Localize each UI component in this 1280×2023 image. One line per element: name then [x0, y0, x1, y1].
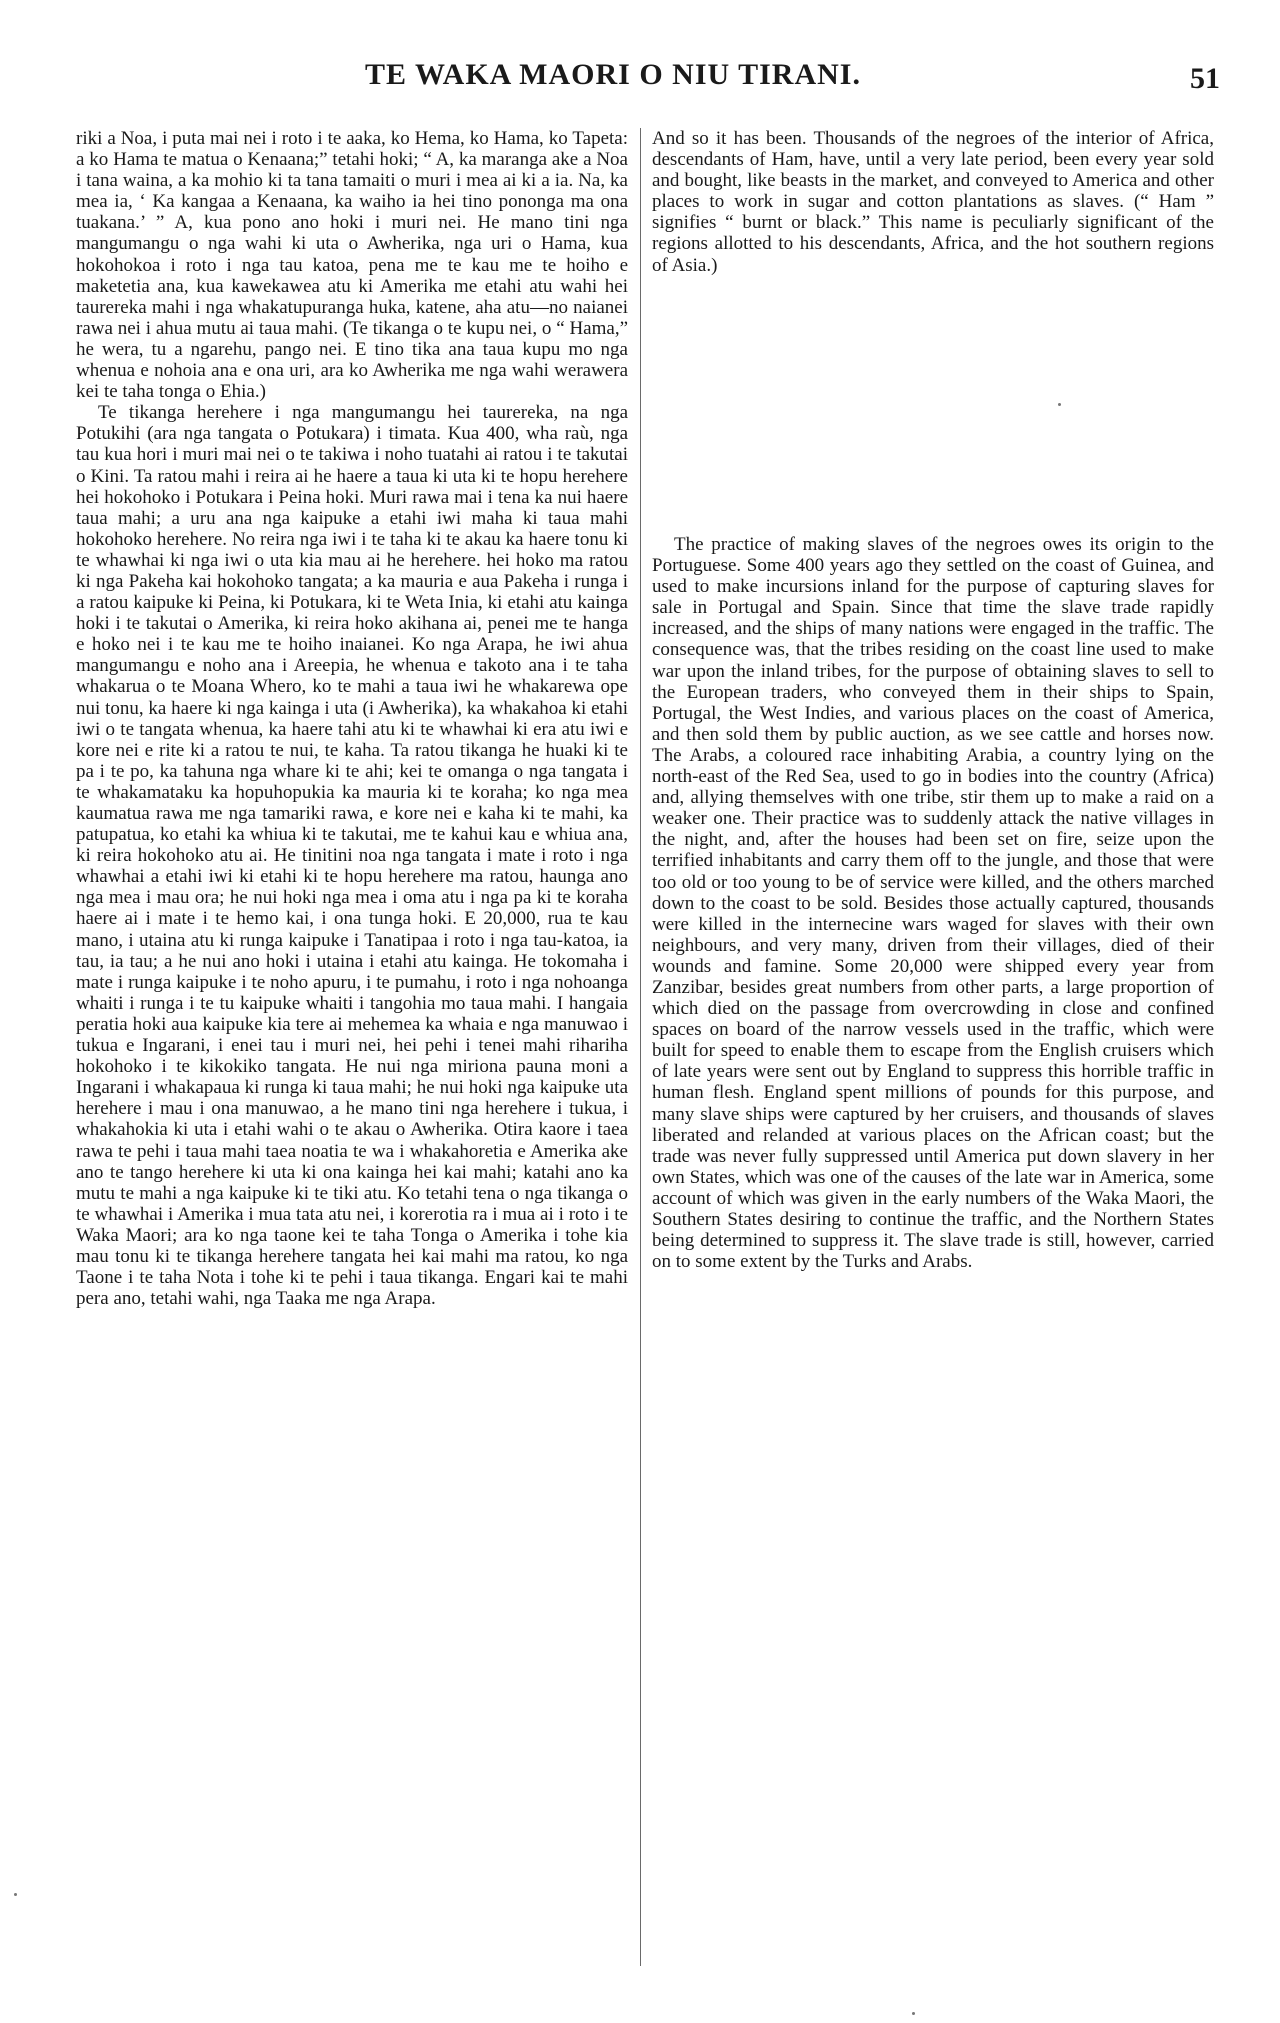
page-number: 51 [1190, 62, 1220, 95]
english-text-column-top [652, 128, 1214, 276]
english-paragraph-1: And so it has been. Thousands of the negroes of the interior of Africa, descendants of Ham, have, until a very late period, been every year sold and bought, like beasts in the market, and conveyed to America and other places to work in sugar and cotton plantations as slaves. (“ Ham ” signifies “ burnt or black.” This name is peculiarly significant of the regions allotted to his descendants, Africa, and the hot southern regions of Asia.) [652, 128, 1214, 276]
english-text-column-bottom [652, 534, 1214, 1272]
maori-text-column [76, 128, 628, 1309]
maori-paragraph-2: Te tikanga herehere i nga mangumangu hei taurereka, na nga Potukihi (ara nga tangata o Potukara) i timata. Kua 400, wha raù, nga tau kua hori i muri mai nei o te takiwa i noho tuatahi ai ratou i te takutai o Kini. Ta ratou mahi i reira ai he haere a taua ki uta ki te hopu herehere hei hokohoko i Potukara i Peina hoki. Muri rawa mai i tena ka nui haere taua mahi; a uru ana nga kaipuke a etahi iwi maha ki taua mahi hokohoko herehere. No reira nga iwi i te taha ki te akau ka haere tonu ki te whawhai ki nga iwi o uta kia mau ai he herehere. hei hoko ma ratou ki nga Pakeha kai hokohoko tangata; a ka mauria e aua Pakeha i runga i a ratou kaipuke ki Peina, ki Potukara, ki te Weta Inia, ki etahi atu kainga hoki i te takutai o Amerika, ki reira hoko akihana ai, penei me te hanga e hoko nei i te kau me te hoiho inaianei. Ko nga Arapa, he iwi ahua mangumangu e noho ana i Areepia, he whenua e takoto ana i te taha whakarua o te Moana Whero, ko te mahi a taua iwi he whakarewa ope nui tonu, ka haere ki nga kainga i uta (i Awherika), ka whakahoa ki etahi iwi o te tangata whenua, ka haere tahi atu ki te whawhai ki era atu iwi e kore nei e rite ki a ratou te nui, te kaha. Ta ratou tikanga he huaki ki te pa i te po, ka tahuna nga whare ki te ahi; kei te omanga o nga tangata i te whakamataku ka hopuhopukia ka mauria ki te koraha; ko nga mea kaumatua rawa me nga tamariki rawa, e kore nei e kaha ki te mahi, ka patupatua, ko etahi ka whiua ki te takutai, me te kahui kau e whiua ana, ki reira hokohoko atu ai. He tinitini noa nga tangata i mate i roto i nga whawhai a etahi iwi ki etahi ki te hopu herehere ma ratou, haunga ano nga mea i mau ora; he nui hoki nga mea i oma atu i nga pa ki te koraha haere ai i mate i te hemo kai, i ona tunga hoki. E 20,000, rua te kau mano, i utaina atu ki runga kaipuke i Tanatipaa i roto i nga tau-katoa, ia tau, ia tau; a he nui ano hoki i utaina i etahi atu kainga. He tokomaha i mate i runga kaipuke i te noho apuru, i te pumahu, i roto i nga nohoanga whaiti i runga i te tu kaipuke whaiti i tangohia mo taua mahi. I hangaia peratia hoki aua kaipuke kia tere ai mehemea ka whaia e nga manuwao i tukua e Ingarani, i enei tau i muri nei, hei pehi i tenei mahi rihariha hokohoko i te kikokiko tangata. He nui nga miriona pauna moni a Ingarani i whakapaua ki runga ki taua mahi; he nui hoki nga kaipuke uta herehere i mau i ona manuwao, a he mano tini nga herehere i tukua, i whakahokia ki uta i etahi wahi o te akau o Awherika. Otira kaore i taea rawa te pehi i taua mahi taea noatia te wa i whakahoretia e Amerika ake ano te tango herehere ki uta ki ona kainga hei kai mahi; katahi ano ka mutu te mahi a nga kaipuke ki te tiki atu. Ko tetahi tena o nga tikanga o te whawhai i Amerika i mua tata atu nei, i korerotia ra i mua ai i roto i te Waka Maori; ara ko nga taone kei te taha Tonga o Amerika i tohe kia mau tonu ki te tikanga herehere tangata hei kai mahi ma ratou, ko nga Taone i te taha Nota i tohe ki te pehi i taua tikanga. Engari kai te mahi pera ano, tetahi wahi, nga Taaka me nga Arapa. [76, 402, 628, 1310]
print-speck [912, 2012, 915, 2015]
english-paragraph-2: The practice of making slaves of the negroes owes its origin to the Portuguese. Some 400 years ago they settled on the coast of Guinea, and used to make incursions inland for the purpose of capturing slaves for sale in Portugal and Spain. Since that time the slave trade rapidly increased, and the ships of many nations were engaged in the traffic. The consequence was, that the tribes residing on the coast line used to make war upon the inland tribes, for the purpose of obtaining slaves to sell to the European traders, who conveyed them in their ships to Spain, Portugal, the West Indies, and various places on the coast of America, and then sold them by public auction, as we see cattle and horses now. The Arabs, a coloured race inhabiting Arabia, a country lying on the north-east of the Red Sea, used to go in bodies into the country (Africa) and, allying themselves with one tribe, stir them up to make a raid on a weaker one. Their practice was to suddenly attack the native villages in the night, and, after the houses had been set on fire, seize upon the terrified inhabitants and carry them off to the jungle, and those that were too old or too young to be of service were killed, and the others marched down to the coast to be sold. Besides those actually captured, thousands were killed in the internecine wars waged for slaves with their own neighbours, and very many, driven from their villages, died of their wounds and famine. Some 20,000 were shipped every year from Zanzibar, besides great numbers from other parts, a large proportion of which died on the passage from overcrowding in close and confined spaces on board of the narrow vessels used in the traffic, which were built for speed to enable them to escape from the English cruisers which of late years were sent out by England to suppress this horrible traffic in human flesh. England spent millions of pounds for this purpose, and many slave ships were captured by her cruisers, and thousands of slaves liberated and relanded at various places on the African coast; but the trade was never fully suppressed until America put down slavery in her own States, which was one of the causes of the late war in America, some account of which was given in the early numbers of the Waka Maori, the Southern States desiring to continue the traffic, and the Northern States being determined to suppress it. The slave trade is still, however, carried on to some extent by the Turks and Arabs. [652, 534, 1214, 1273]
page-title: TE WAKA MAORI O NIU TIRANI. [365, 58, 861, 91]
column-divider [640, 128, 641, 1966]
print-speck [1058, 403, 1061, 406]
print-speck [14, 1893, 17, 1896]
page-header [80, 58, 1220, 102]
maori-paragraph-1: riki a Noa, i puta mai nei i roto i te aaka, ko Hema, ko Hama, ko Tapeta: a ko Hama te matua o Kenaana;” tetahi hoki; “ A, ka maranga ake a Noa i tana waina, a ka mohio ki ta tana tamaiti o muri i mea ai ki a ia. Na, ka mea ia, ‘ Ka kangaa a Kenaana, ka waiho ia hei tino pononga ma ona tuakana.’ ” A, kua pono ano hoki i muri nei. He mano tini nga mangumangu o nga wahi ki uta o Awherika, nga uri o Hama, kua hokohokoa i roto i nga tau katoa, pena me te kau me te hoiho e maketetia ana, kua kawekawea atu ki Amerika me etahi atu wahi hei taurereka mahi i nga whakatupuranga huka, katene, aha atu—no naianei rawa nei i ahua mutu ai taua mahi. (Te tikanga o te kupu nei, o “ Hama,” he wera, tu a ngarehu, pango nei. E tino tika ana taua kupu mo nga whenua e nohoia ana e ona uri, ara ko Awherika me nga wahi werawera kei te taha tonga o Ehia.) [76, 128, 628, 403]
